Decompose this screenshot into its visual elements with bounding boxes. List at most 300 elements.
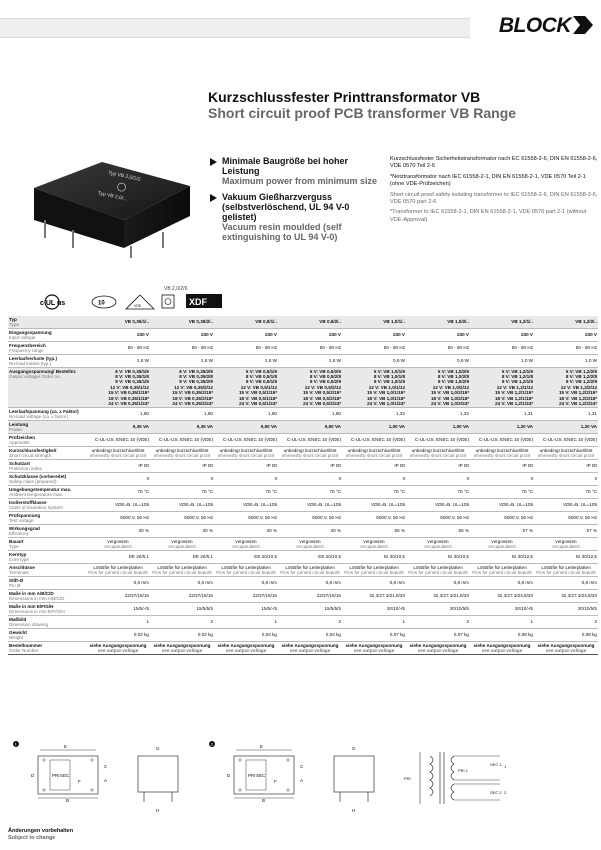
table-cell: 15/5/5/5	[150, 603, 214, 616]
svg-text:PRI: PRI	[248, 773, 256, 778]
table-cell: Lötstifte für Leiterplatten Pins for printed circuit boards	[534, 564, 598, 577]
header-bar	[0, 0, 601, 58]
table-cell: 0,08 kg	[470, 629, 534, 642]
table-cell: 20/10/5/5	[406, 603, 470, 616]
header-band	[0, 18, 470, 38]
row-label: Bestellnummer Order Number	[8, 642, 86, 655]
table-cell: 0,04 kg	[278, 629, 342, 642]
table-cell: 1	[86, 616, 150, 629]
table-cell: 1,80	[214, 408, 278, 421]
table-cell: 1	[470, 616, 534, 629]
table-cell: IP 00	[534, 460, 598, 473]
table-cell: 1,31	[470, 408, 534, 421]
table-cell: VDE=B, UL=105	[86, 499, 150, 512]
table-cell: Lötstifte für Leiterplatten Pins for printed circuit boards	[150, 564, 214, 577]
table-cell: 230 V	[86, 329, 150, 342]
order-number-cell: 6 V: VB 0,5/2/6 8 V: VB 0,5/2/8 9 V: VB 0,5/2/9 12 V: VB 0,5/2/12 15 V: VB 0,5/2/15* 18 V: VB 0,5/2/18* 24 V: VB 0,5/2/24*	[278, 368, 342, 408]
table-cell: 15/5/-/5	[214, 603, 278, 616]
table-cell: vergossen encapsulated	[470, 538, 534, 551]
row-label: Eingangsspannung Input voltage	[8, 329, 86, 342]
svg-text:G: G	[352, 746, 356, 751]
table-cell: 0,8 mm	[534, 577, 598, 590]
order-number-cell: 6 V: VB 0,5/1/6 8 V: VB 0,5/1/8 9 V: VB 0,5/1/9 12 V: VB 0,5/1/12 15 V: VB 0,5/1/15* 18 V: VB 0,5/1/18* 24 V: VB 0,5/1/24*	[214, 368, 278, 408]
table-cell: 30 %	[86, 525, 150, 538]
table-cell: 57 %	[534, 525, 598, 538]
table-cell: VDE=B, UL=105	[342, 499, 406, 512]
table-cell: 50 - 60 Hz	[406, 342, 470, 355]
table-cell: 0,08 kg	[534, 629, 598, 642]
table-cell: 32,3/27,3/21,8/20	[406, 590, 470, 603]
table-cell: 20/10/-/5	[470, 603, 534, 616]
logo-arrow-icon	[573, 16, 593, 34]
table-cell: VB 0,5/2/..	[278, 316, 342, 329]
table-cell: 55 %	[406, 525, 470, 538]
table-cell: 15/5/-/5	[86, 603, 150, 616]
table-row	[8, 473, 598, 486]
svg-text:SEC 1: SEC 1	[490, 762, 502, 767]
table-cell: 57 %	[470, 525, 534, 538]
table-cell: unbedingt kurzschlussfest inherently short circuit proof	[150, 447, 214, 460]
table-cell: 70 °C	[342, 486, 406, 499]
table-row	[8, 538, 598, 551]
svg-text:B: B	[66, 798, 70, 803]
dimension-drawings	[8, 738, 598, 820]
table-cell: 1	[342, 616, 406, 629]
table-cell: 40 %	[278, 525, 342, 538]
feature-list	[210, 156, 380, 248]
table-cell: unbedingt kurzschlussfest inherently short circuit proof	[406, 447, 470, 460]
row-label: Maße in mm A/B/C/D Dimensions in mm A/B/C/D	[8, 590, 86, 603]
vde-mark-icon	[126, 295, 154, 309]
table-cell: 70 °C	[150, 486, 214, 499]
table-cell: EI 30/12,5	[470, 551, 534, 564]
table-cell: 22/27/15/15	[150, 590, 214, 603]
table-row	[8, 616, 598, 629]
table-cell: vergossen encapsulated	[86, 538, 150, 551]
table-cell: 0,8 mm	[214, 577, 278, 590]
order-number-cell: 6 V: VB 1,2/2/6 8 V: VB 1,2/2/8 9 V: VB 1,2/2/9 12 V: VB 1,2/2/12 15 V: VB 1,2/2/15* 18 V: VB 1,2/2/18* 24 V: VB 1,2/2/24*	[534, 368, 598, 408]
table-cell: 55 %	[342, 525, 406, 538]
table-cell: C-UL-US, ENEC 10 (VDE)	[534, 434, 598, 447]
table-cell: 1,20 VA	[470, 421, 534, 434]
table-cell: IP 00	[214, 460, 278, 473]
row-label: Kurzschlussfestigkeit Short circuit strength	[8, 447, 86, 460]
table-cell: 20/10/5/5	[534, 603, 598, 616]
table-cell: II	[278, 473, 342, 486]
table-cell: C-UL-US, ENEC 10 (VDE)	[342, 434, 406, 447]
table-cell: C-UL-US, ENEC 10 (VDE)	[150, 434, 214, 447]
table-row	[8, 642, 598, 655]
order-number-cell: 6 V: VB 1,2/1/6 8 V: VB 1,2/1/8 9 V: VB 1,2/1/9 12 V: VB 1,2/1/12 15 V: VB 1,2/1/15* 18 V: VB 1,2/1/18* 24 V: VB 1,2/1/24*	[470, 368, 534, 408]
table-cell: EE 20/10,5	[214, 551, 278, 564]
svg-text:VDE: VDE	[134, 304, 142, 308]
table-cell: 0,35 VA	[150, 421, 214, 434]
table-cell: siehe Ausgangsspannung see output voltage	[214, 642, 278, 655]
table-cell: 1,6 W	[150, 355, 214, 368]
table-cell: IP 00	[86, 460, 150, 473]
table-cell: 32,3/27,3/23,8/20	[534, 590, 598, 603]
enec-mark-icon	[92, 296, 116, 308]
table-cell: 0,8 mm	[406, 577, 470, 590]
svg-text:SEC: SEC	[60, 773, 70, 778]
table-cell: vergossen encapsulated	[214, 538, 278, 551]
table-cell: 1,80	[278, 408, 342, 421]
table-cell: 32,3/27,3/23,8/20	[470, 590, 534, 603]
svg-text:F: F	[78, 779, 81, 784]
svg-text:C: C	[300, 764, 304, 769]
table-cell: II	[214, 473, 278, 486]
table-cell: vergossen encapsulated	[534, 538, 598, 551]
svg-text:Typ VB 2,0/...: Typ VB 2,0/...	[97, 190, 128, 203]
table-row	[8, 421, 598, 434]
table-row-outputs	[8, 368, 598, 408]
svg-text:10: 10	[98, 300, 105, 307]
table-cell: 5000 V, 50 Hz	[342, 512, 406, 525]
table-cell: EI 30/10,5	[342, 551, 406, 564]
table-cell: 2	[406, 616, 470, 629]
table-cell: siehe Ausgangsspannung see output voltage	[534, 642, 598, 655]
arrow-bullet-icon	[210, 194, 217, 202]
table-cell: 5000 V, 50 Hz	[214, 512, 278, 525]
table-cell: II	[470, 473, 534, 486]
table-cell: VB 0,35/1/..	[86, 316, 150, 329]
table-cell: 1,20 VA	[534, 421, 598, 434]
table-cell: 22/27/15/15	[86, 590, 150, 603]
table-cell: siehe Ausgangsspannung see output voltage	[470, 642, 534, 655]
table-cell: 5000 V, 50 Hz	[470, 512, 534, 525]
row-label: Anschlüsse Terminals	[8, 564, 86, 577]
table-cell: unbedingt kurzschlussfest inherently short circuit proof	[534, 447, 598, 460]
table-cell: 230 V	[150, 329, 214, 342]
table-row	[8, 629, 598, 642]
table-cell: C-UL-US, ENEC 10 (VDE)	[86, 434, 150, 447]
table-row	[8, 316, 598, 329]
table-cell: VB 1,2/2/..	[534, 316, 598, 329]
table-cell: EI 30/10,5	[406, 551, 470, 564]
note-en-1: Short circuit proof safety isolating transformer to IEC 61558-2-6, DIN EN 61558-2-6, VDE 0570 part 2-6	[390, 191, 598, 206]
table-cell: IP 00	[406, 460, 470, 473]
table-row	[8, 460, 598, 473]
note-de-1: Kurzschlussfester Sicherheitstransformator nach EC 61558-2-6, DIN EN 61558-2-6, VDE 0570 Teil 2-6	[390, 156, 598, 170]
table-cell: 50 - 60 Hz	[470, 342, 534, 355]
xdf-mark-icon	[186, 294, 222, 308]
svg-text:PRI: PRI	[404, 776, 411, 781]
table-cell: 50 - 60 Hz	[278, 342, 342, 355]
table-cell: C-UL-US, ENEC 10 (VDE)	[278, 434, 342, 447]
svg-text:c UL us: c UL us	[40, 300, 66, 307]
table-cell: 230 V	[470, 329, 534, 342]
table-cell: 0,8 mm	[470, 577, 534, 590]
table-cell: VDE=B, UL=105	[150, 499, 214, 512]
table-cell: unbedingt kurzschlussfest inherently short circuit proof	[278, 447, 342, 460]
table-cell: 70 °C	[278, 486, 342, 499]
table-cell: 0,02 kg	[150, 629, 214, 642]
row-label: Prüfzeichen Approvals	[8, 434, 86, 447]
svg-text:B: B	[262, 798, 266, 803]
svg-text:C: C	[104, 764, 108, 769]
feature-item: Minimale Baugröße bei hoher Leistung Maximum power from minimum size	[210, 156, 380, 186]
page-title	[208, 89, 598, 121]
order-number-cell: 6 V: VB 0,35/2/6 8 V: VB 0,35/2/8 9 V: VB 0,35/2/9 12 V: VB 0,35/2/12 15 V: VB 0,35/2/15* 18 V: VB 0,35/2/18* 24 V: VB 0,35/2/24*	[150, 368, 214, 408]
table-cell: VB 0,35/2/..	[150, 316, 214, 329]
table-cell: 1	[214, 616, 278, 629]
row-label: Isolierstoffklasse Class of insulation System	[8, 499, 86, 512]
svg-text:D: D	[31, 773, 35, 778]
table-cell: 5000 V, 50 Hz	[150, 512, 214, 525]
table-row	[8, 342, 598, 355]
svg-text:E: E	[64, 744, 68, 749]
row-label: Maßbild Dimension drawing	[8, 616, 86, 629]
ul-mark-icon	[40, 295, 65, 309]
order-number-cell: 6 V: VB 1,0/1/6 8 V: VB 1,0/1/8 9 V: VB 1,0/1/9 12 V: VB 1,0/1/12 15 V: VB 1,0/1/15* 18 V: VB 1,0/1/18* 24 V: VB 1,0/1/24*	[342, 368, 406, 408]
table-row	[8, 551, 598, 564]
table-cell: 230 V	[342, 329, 406, 342]
drawing-2	[209, 741, 374, 813]
row-label: Typ Type	[8, 316, 86, 329]
row-label: Bauart Type	[8, 538, 86, 551]
svg-text:1: 1	[504, 764, 507, 769]
row-label: Schutzklasse (vorbereitet) Safety class (prepared)	[8, 473, 86, 486]
row-label: Gewicht Weight	[8, 629, 86, 642]
svg-text:SEC 2: SEC 2	[490, 790, 502, 795]
table-cell: C-UL-US, ENEC 10 (VDE)	[406, 434, 470, 447]
note-en-2: *Transformer to IEC 61558-2-1, DIN EN 61558-2-1, VDE 0570 part 2-1 (without VDE-Approval)	[390, 209, 587, 223]
product-photo	[12, 128, 198, 260]
table-cell: 1,6 W	[86, 355, 150, 368]
table-row	[8, 525, 598, 538]
svg-text:2: 2	[210, 741, 213, 747]
table-cell: unbedingt kurzschlussfest inherently short circuit proof	[214, 447, 278, 460]
table-cell: C-UL-US, ENEC 10 (VDE)	[214, 434, 278, 447]
table-cell: 50 - 60 Hz	[86, 342, 150, 355]
table-cell: 5000 V, 50 Hz	[278, 512, 342, 525]
row-label: Leistung Power	[8, 421, 86, 434]
table-cell: VB 1,2/1/..	[470, 316, 534, 329]
row-label: Stift-Ø Pin Ø	[8, 577, 86, 590]
table-cell: 70 °C	[534, 486, 598, 499]
table-row	[8, 447, 598, 460]
table-row	[8, 408, 598, 421]
brand-logo: BLOCK	[499, 14, 593, 38]
table-cell: II	[150, 473, 214, 486]
table-cell: 5000 V, 50 Hz	[406, 512, 470, 525]
table-cell: 0,04 kg	[214, 629, 278, 642]
table-cell: unbedingt kurzschlussfest inherently short circuit proof	[86, 447, 150, 460]
table-cell: VB 0,5/1/..	[214, 316, 278, 329]
table-cell: EE 20/10,5	[278, 551, 342, 564]
table-cell: siehe Ausgangsspannung see output voltage	[342, 642, 406, 655]
row-label: Frequenzbereich Frequency range	[8, 342, 86, 355]
table-cell: 32,3/27,3/21,8/20	[342, 590, 406, 603]
table-cell: 30 %	[150, 525, 214, 538]
row-label: Schutzart Protection index	[8, 460, 86, 473]
table-cell: 50 - 60 Hz	[534, 342, 598, 355]
table-cell: 1,6 W	[278, 355, 342, 368]
table-cell: 70 °C	[86, 486, 150, 499]
table-cell: 1,00 VA	[342, 421, 406, 434]
svg-text:D: D	[227, 773, 231, 778]
table-cell: 230 V	[534, 329, 598, 342]
table-cell: EE 20/6,1	[150, 551, 214, 564]
table-cell: 0,8 mm	[278, 577, 342, 590]
table-cell: vergossen encapsulated	[278, 538, 342, 551]
table-cell: 5000 V, 50 Hz	[86, 512, 150, 525]
table-cell: C-UL-US, ENEC 10 (VDE)	[470, 434, 534, 447]
table-cell: 0,9 W	[342, 355, 406, 368]
title-en: Short circuit proof PCB transformer VB Range	[208, 105, 517, 121]
row-label: Prüfspannung Test voltage	[8, 512, 86, 525]
table-cell: 50 - 60 Hz	[214, 342, 278, 355]
svg-text:A: A	[104, 778, 108, 783]
table-cell: VDE=B, UL=105	[214, 499, 278, 512]
table-cell: siehe Ausgangsspannung see output voltage	[406, 642, 470, 655]
svg-text:E: E	[260, 744, 264, 749]
svg-text:F: F	[274, 779, 277, 784]
table-row	[8, 329, 598, 342]
table-cell: 40 %	[214, 525, 278, 538]
table-cell: VDE=B, UL=105	[470, 499, 534, 512]
row-label: Leerlaufverluste (typ.) No-load losses (typ.)	[8, 355, 86, 368]
table-cell: 22/27/19/15	[278, 590, 342, 603]
table-cell: 0,35 VA	[86, 421, 150, 434]
table-cell: 1,6 W	[214, 355, 278, 368]
photo-caption: VB 2,0/2/6	[164, 286, 188, 292]
wiring-schematic	[404, 752, 507, 804]
table-cell: 0,50 VA	[278, 421, 342, 434]
svg-text:XDF: XDF	[189, 297, 207, 307]
table-cell: 70 °C	[470, 486, 534, 499]
table-cell: IP 00	[342, 460, 406, 473]
table-cell: 0,6 mm	[150, 577, 214, 590]
table-cell: Lötstifte für Leiterplatten Pins for printed circuit boards	[470, 564, 534, 577]
table-cell: VDE=B, UL=105	[534, 499, 598, 512]
table-row	[8, 512, 598, 525]
table-cell: 15/5/5/5	[278, 603, 342, 616]
table-row	[8, 564, 598, 577]
table-cell: II	[534, 473, 598, 486]
table-cell: siehe Ausgangsspannung see output voltage	[150, 642, 214, 655]
table-row	[8, 603, 598, 616]
row-label: Umgebungstemperatur max. Ambient temperature max.	[8, 486, 86, 499]
table-cell: unbedingt kurzschlussfest inherently short circuit proof	[342, 447, 406, 460]
table-cell: Lötstifte für Leiterplatten Pins for printed circuit boards	[342, 564, 406, 577]
table-cell: 5000 V, 50 Hz	[534, 512, 598, 525]
safety-transformer-icon	[162, 295, 174, 308]
order-number-cell: 6 V: VB 0,35/1/6 8 V: VB 0,35/1/8 9 V: VB 0,35/1/9 12 V: VB 0,35/1/12 15 V: VB 0,35/1/15* 18 V: VB 0,35/1/18* 24 V: VB 0,35/1/24*	[86, 368, 150, 408]
table-cell: 2	[150, 616, 214, 629]
table-cell: IP 00	[278, 460, 342, 473]
table-cell: vergossen encapsulated	[406, 538, 470, 551]
table-cell: 0,07 kg	[342, 629, 406, 642]
drawing-1	[13, 741, 178, 813]
table-cell: Lötstifte für Leiterplatten Pins for printed circuit boards	[406, 564, 470, 577]
table-cell: 22/27/19/15	[214, 590, 278, 603]
table-row	[8, 355, 598, 368]
table-cell: vergossen encapsulated	[150, 538, 214, 551]
table-cell: 1,0 W	[470, 355, 534, 368]
table-cell: 0,6 mm	[86, 577, 150, 590]
table-cell: VB 1,0/1/..	[342, 316, 406, 329]
table-cell: II	[342, 473, 406, 486]
table-cell: vergossen encapsulated	[342, 538, 406, 551]
spec-table	[8, 316, 598, 655]
table-cell: IP 00	[470, 460, 534, 473]
title-de: Kurzschlussfester Printtransformator VB	[208, 89, 481, 105]
table-row	[8, 590, 598, 603]
svg-text:PRI 1: PRI 1	[458, 768, 469, 773]
table-cell: Lötstifte für Leiterplatten Pins for printed circuit boards	[214, 564, 278, 577]
table-cell: 0,02 kg	[86, 629, 150, 642]
table-cell: siehe Ausgangsspannung see output voltage	[278, 642, 342, 655]
table-cell: VB 1,0/2/..	[406, 316, 470, 329]
svg-text:2: 2	[504, 790, 507, 795]
table-cell: IP 00	[150, 460, 214, 473]
standards-notes	[390, 156, 598, 227]
table-cell: 230 V	[278, 329, 342, 342]
arrow-bullet-icon	[210, 158, 217, 166]
table-cell: VDE=B, UL=105	[406, 499, 470, 512]
table-cell: EI 30/12,5	[534, 551, 598, 564]
table-cell: II	[86, 473, 150, 486]
certification-marks	[36, 291, 226, 313]
table-cell: 1,00 VA	[406, 421, 470, 434]
table-cell: 0,9 W	[406, 355, 470, 368]
table-row	[8, 434, 598, 447]
table-cell: II	[406, 473, 470, 486]
table-cell: 1,32	[342, 408, 406, 421]
table-cell: 0,8 mm	[342, 577, 406, 590]
feature-item: Vakuum Gießharzverguss (selbstverlöschend, UL 94 V-0 gelistet) Vacuum resin moulded (self extinguishing to UL 94 V-0)	[210, 192, 380, 242]
table-cell: 50 - 60 Hz	[342, 342, 406, 355]
row-label: Wirkungsgrad Efficiency	[8, 525, 86, 538]
table-cell: 70 °C	[214, 486, 278, 499]
table-cell: 1,31	[534, 408, 598, 421]
table-cell: VDE=B, UL=105	[278, 499, 342, 512]
svg-text:H: H	[352, 808, 356, 813]
row-label: Kerntyp Core type	[8, 551, 86, 564]
table-cell: 0,50 VA	[214, 421, 278, 434]
table-cell: 20/10/-/5	[342, 603, 406, 616]
table-row	[8, 486, 598, 499]
table-cell: 70 °C	[406, 486, 470, 499]
table-cell: 1,0 W	[534, 355, 598, 368]
table-cell: 1,32	[406, 408, 470, 421]
table-row	[8, 577, 598, 590]
svg-text:PRI: PRI	[52, 773, 60, 778]
table-cell: 1,80	[86, 408, 150, 421]
svg-text:G: G	[156, 746, 160, 751]
table-cell: EE 20/6,1	[86, 551, 150, 564]
table-cell: 2	[278, 616, 342, 629]
svg-text:Typ VB 2,0/1/2: Typ VB 2,0/1/2	[107, 170, 141, 183]
svg-text:A: A	[300, 778, 304, 783]
table-cell: 1,80	[150, 408, 214, 421]
table-cell: 0,07 kg	[406, 629, 470, 642]
table-row	[8, 499, 598, 512]
table-cell: unbedingt kurzschlussfest inherently short circuit proof	[470, 447, 534, 460]
order-number-cell: 6 V: VB 1,0/2/6 8 V: VB 1,0/2/8 9 V: VB 1,0/2/9 12 V: VB 1,0/2/12 15 V: VB 1,0/2/15* 18 V: VB 1,0/2/18* 24 V: VB 1,0/2/24*	[406, 368, 470, 408]
table-cell: siehe Ausgangsspannung see output voltage	[86, 642, 150, 655]
note-de-2: *Netztransformator nach IEC 61558-2-1, DIN EN 61558-2-1, VDE 0570 Teil 2-1 (ohne VDE-Prüfzeichen)	[390, 173, 586, 188]
table-cell: 230 V	[406, 329, 470, 342]
svg-text:SEC: SEC	[256, 773, 266, 778]
footer-note: Änderungen vorbehalten Subject to change	[8, 828, 74, 841]
svg-text:H: H	[156, 808, 160, 813]
table-cell: Lötstifte für Leiterplatten Pins for printed circuit boards	[278, 564, 342, 577]
row-label: Maße in mm E/F/G/H Dimensions in mm E/F/G/H	[8, 603, 86, 616]
table-cell: 230 V	[214, 329, 278, 342]
svg-text:1: 1	[14, 741, 17, 747]
